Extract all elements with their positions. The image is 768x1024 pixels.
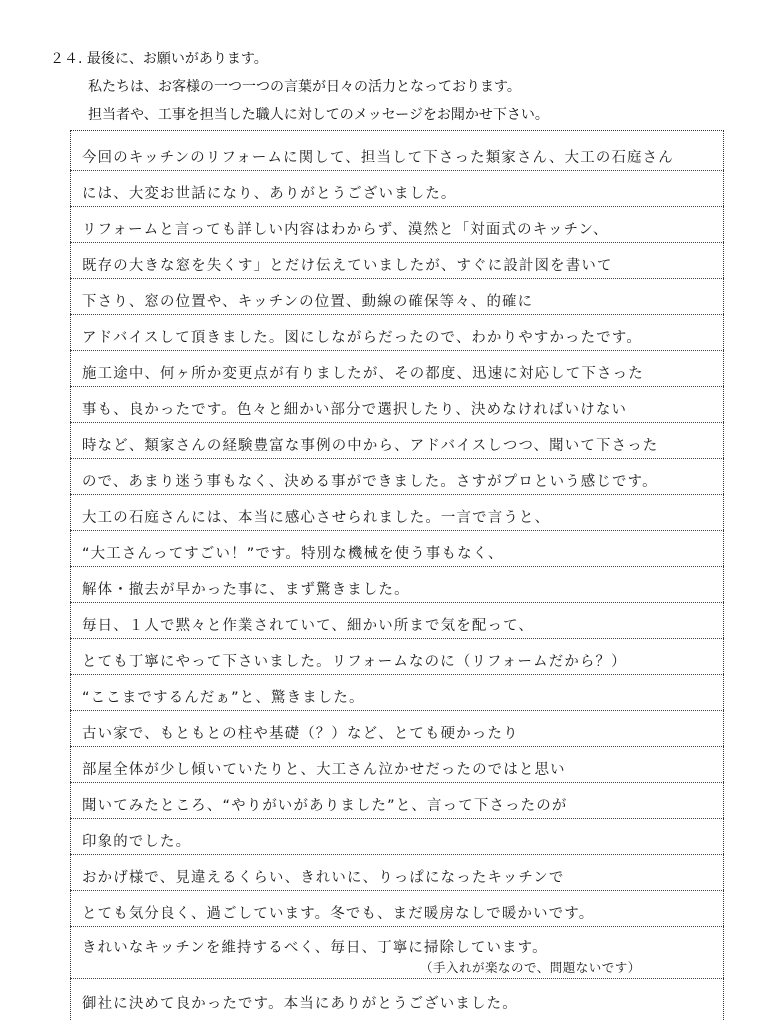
ruled-line bbox=[70, 818, 724, 819]
ruled-line bbox=[70, 494, 724, 495]
question-title bbox=[50, 50, 268, 68]
answer-line: 印象的でした。 bbox=[82, 834, 192, 850]
answer-line: 今回のキッチンのリフォームに関して、担当して下さった類家さん、大工の石庭さん bbox=[82, 150, 674, 166]
ruled-line bbox=[70, 782, 724, 783]
ruled-line bbox=[70, 926, 724, 927]
ruled-line bbox=[70, 566, 724, 567]
ruled-line bbox=[70, 278, 724, 279]
ruled-line bbox=[70, 710, 724, 711]
question-text-1: 最後に、お願いがあります。 bbox=[86, 51, 268, 67]
ruled-line bbox=[70, 638, 724, 639]
ruled-line bbox=[70, 242, 724, 243]
ruled-line bbox=[70, 170, 724, 171]
ruled-line bbox=[70, 314, 724, 315]
answer-line: 大工の石庭さんには、本当に感心させられました。一言で言うと、 bbox=[82, 510, 551, 526]
ruled-line bbox=[70, 854, 724, 855]
ruled-line bbox=[70, 350, 724, 351]
answer-line: 下さり、窓の位置や、キッチンの位置、動線の確保等々、的確に bbox=[82, 294, 534, 310]
ruled-line bbox=[70, 978, 724, 979]
answer-line: 既存の大きな窓を失くす」とだけ伝えていましたが、すぐに設計図を書いて bbox=[82, 258, 613, 274]
question-text-2: 私たちは、お客様の一つ一つの言葉が日々の活力となっております。 bbox=[88, 79, 521, 95]
answer-line: 解体・撤去が早かった事に、まず驚きました。 bbox=[82, 582, 410, 598]
answer-note: （手入れが楽なので、問題ないです） bbox=[420, 960, 641, 975]
ruled-line bbox=[70, 674, 724, 675]
answer-line: 御社に決めて良かったです。本当にありがとうございました。 bbox=[82, 996, 518, 1012]
answer-line: とても気分良く、過ごしています。冬でも、まだ暖房なしで暖かいです。 bbox=[82, 906, 595, 922]
answer-line: 聞いてみたところ、“やりがいがありました”と、言って下さったのが bbox=[82, 798, 568, 814]
answer-line: 古い家で、もともとの柱や基礎（？）など、とても硬かったり bbox=[82, 726, 519, 742]
answer-line: 毎日、１人で黙々と作業されていて、細かい所まで気を配って、 bbox=[82, 618, 534, 634]
answer-line: リフォームと言っても詳しい内容はわからず、漠然と「対面式のキッチン、 bbox=[82, 222, 609, 238]
answer-line: 事も、良かったです。色々と細かい部分で選択したり、決めなければいけない bbox=[82, 402, 628, 418]
answer-line: 部屋全体が少し傾いていたりと、大工さん泣かせだったのではと思い bbox=[82, 762, 566, 778]
answer-line: 施工途中、何ヶ所か変更点が有りましたが、その都度、迅速に対応して下さった bbox=[82, 366, 644, 382]
ruled-line bbox=[70, 602, 724, 603]
question-text-3: 担当者や、工事を担当した職人に対してのメッセージをお聞かせ下さい。 bbox=[88, 107, 549, 123]
ruled-line bbox=[70, 422, 724, 423]
answer-line: 時など、類家さんの経験豊富な事例の中から、アドバイスしつつ、聞いて下さった bbox=[82, 438, 659, 454]
ruled-line bbox=[70, 530, 724, 531]
question-number: ２４. bbox=[50, 51, 83, 67]
ruled-line bbox=[70, 890, 724, 891]
answer-line: “ここまでするんだぁ”と、驚きました。 bbox=[82, 690, 365, 706]
answer-line: には、大変お世話になり、ありがとうございました。 bbox=[82, 186, 457, 202]
answer-line: きれいなキッチンを維持するべく、毎日、丁寧に掃除しています。 bbox=[82, 940, 548, 956]
ruled-line bbox=[70, 458, 724, 459]
answer-line: とても丁寧にやって下さいました。リフォームなのに（リフォームだから？） bbox=[82, 654, 627, 670]
answer-line: “大工さんってすごい！”です。特別な機械を使う事もなく、 bbox=[82, 546, 504, 562]
ruled-line bbox=[70, 206, 724, 207]
answer-line: アドバイスして頂きました。図にしながらだったので、わかりやすかったです。 bbox=[82, 330, 642, 346]
answer-line: ので、あまり迷う事もなく、決める事ができました。さすがプロという感じです。 bbox=[82, 474, 658, 490]
ruled-line bbox=[70, 386, 724, 387]
ruled-line bbox=[70, 746, 724, 747]
answer-line: おかげ様で、見違えるくらい、きれいに、りっぱになったキッチンで bbox=[82, 870, 565, 886]
